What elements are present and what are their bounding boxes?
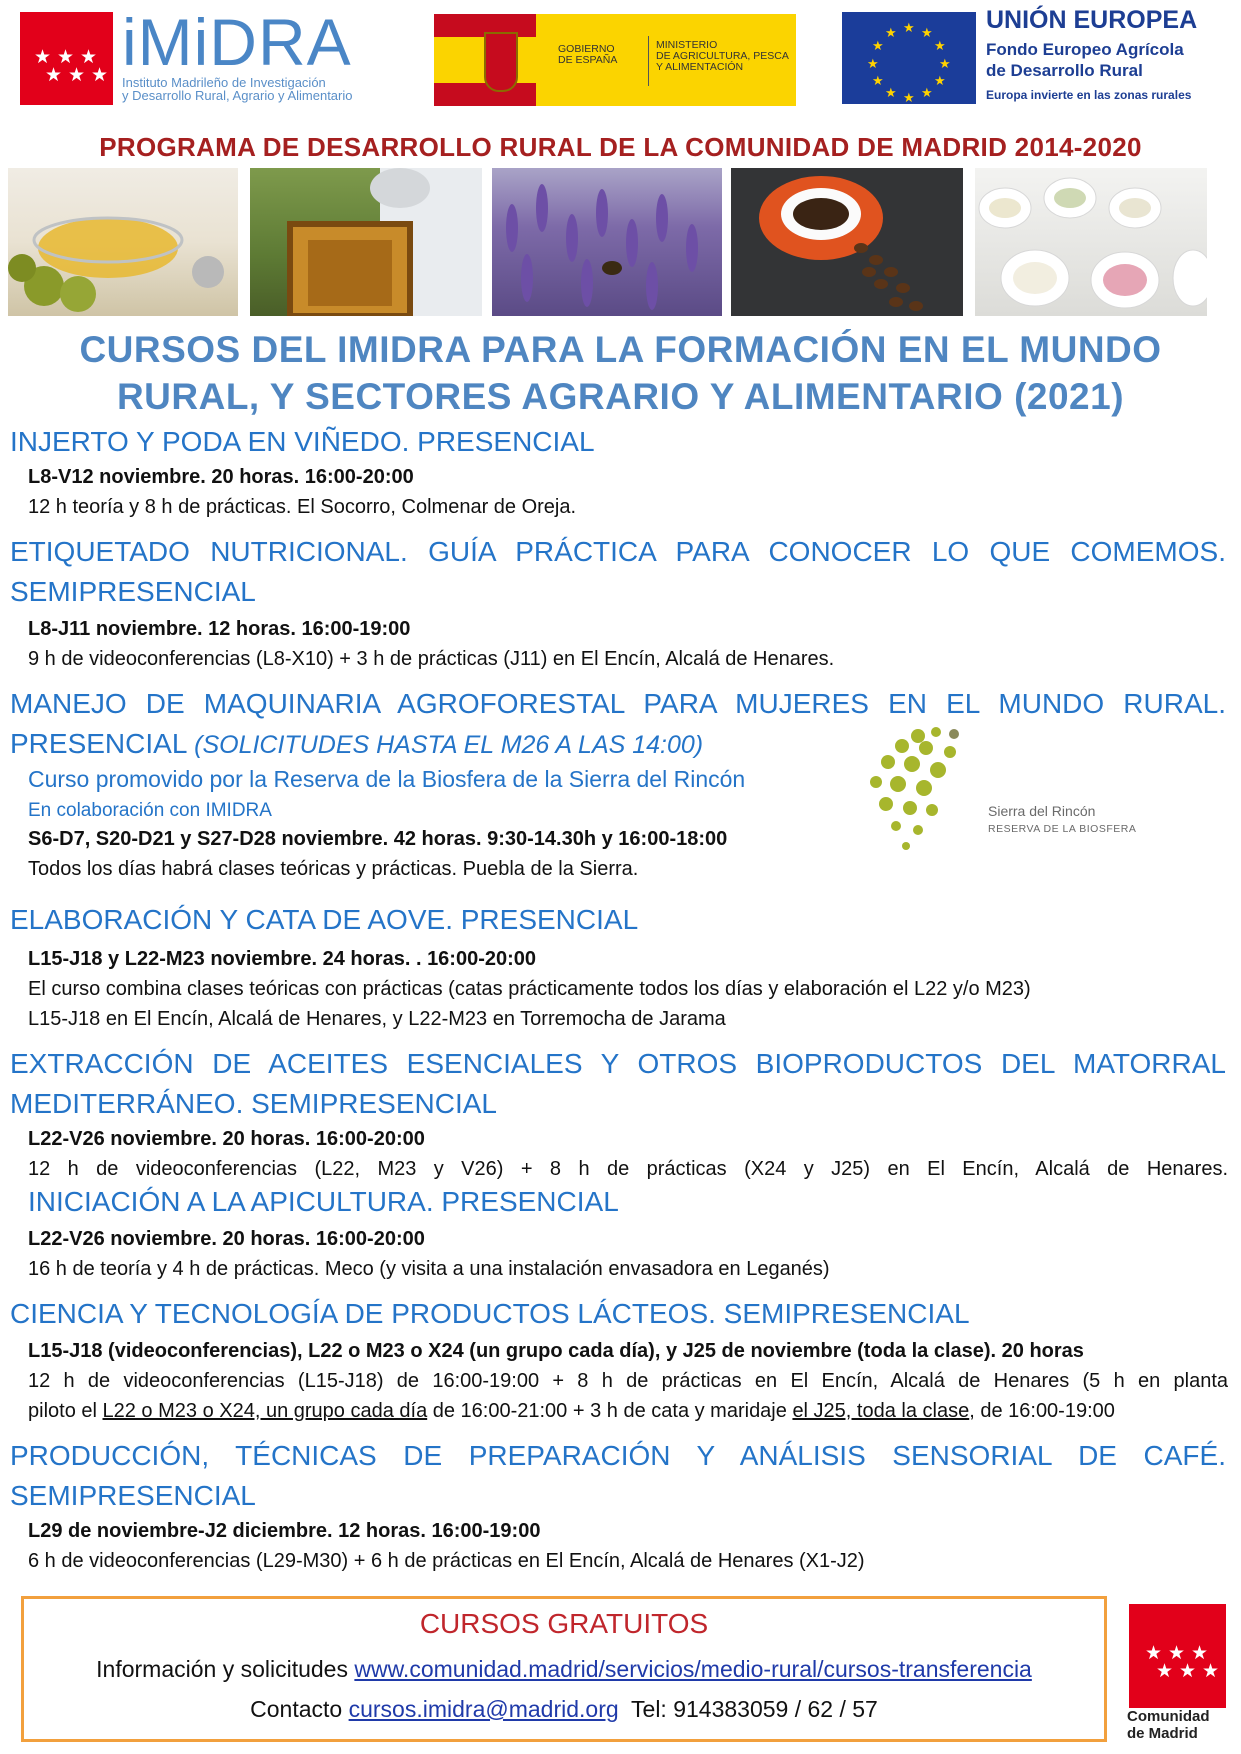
course-date-aceites: L22-V26 noviembre. 20 horas. 16:00-20:00 <box>28 1128 425 1150</box>
eu-title: UNIÓN EUROPEA <box>986 6 1198 34</box>
contact-email-link[interactable]: cursos.imidra@madrid.org <box>348 1696 619 1722</box>
course-date-etiquetado: L8-J11 noviembre. 12 horas. 16:00-19:00 <box>28 618 411 640</box>
sierra-del-rincon-logo-sub: RESERVA DE LA BIOSFERA <box>988 823 1137 835</box>
course-title-etiquetado-line1: ETIQUETADO NUTRICIONAL. GUÍA PRÁCTICA PARA CONOCER LO QUE COMEMOS. <box>10 536 1226 567</box>
course-title-aceites-line2: MEDITERRÁNEO. SEMIPRESENCIAL <box>10 1088 497 1119</box>
course-title-apicultura: INICIACIÓN A LA APICULTURA. PRESENCIAL <box>28 1186 619 1217</box>
course-title-aceites-line1: EXTRACCIÓN DE ACEITES ESENCIALES Y OTROS BIOPRODUCTOS DEL MATORRAL <box>10 1048 1226 1079</box>
gobierno-espana-logo <box>434 14 796 106</box>
course-desc-maquinaria: Todos los días habrá clases teóricas y prácticas. Puebla de la Sierra. <box>28 858 639 880</box>
spain-flag-icon <box>434 14 536 106</box>
maquinaria-deadline-note: (SOLICITUDES HASTA EL M26 A LAS 14:00) <box>194 731 704 759</box>
beekeeper-photo <box>250 168 482 316</box>
course-desc-aove-1: El curso combina clases teóricas con prácticas (catas prácticamente todos los días y elaboración el L22 y/o M23) <box>28 978 1031 1000</box>
course-desc-injerto: 12 h teoría y 8 h de prácticas. El Socorro, Colmenar de Oreja. <box>28 496 577 518</box>
course-desc-lacteos-1: 12 h de videoconferencias (L15-J18) de 16:00-19:00 + 8 h de prácticas en El Encín, Alcalá de Henares (5 h en planta <box>28 1370 1228 1392</box>
main-title-line2: RURAL, Y SECTORES AGRARIO Y ALIMENTARIO (2021) <box>116 376 1125 417</box>
maquinaria-promo: Curso promovido por la Reserva de la Biosfera de la Sierra del Rincón <box>28 766 746 792</box>
comunidad-madrid-footer-logo: ★ ★ ★ ★ ★ ★ <box>1129 1604 1226 1708</box>
course-desc-apicultura: 16 h de teoría y 4 h de prácticas. Meco (y visita a una instalación envasadora en Leganés) <box>28 1258 830 1280</box>
eu-flag-logo: ★ ★ ★ ★ ★ ★ ★ ★ ★ ★ ★ ★ <box>842 12 976 104</box>
main-title-line1: CURSOS DEL IMIDRA PARA LA FORMACIÓN EN EL MUNDO <box>79 329 1162 370</box>
course-desc-aove-2: L15-J18 en El Encín, Alcalá de Henares, y L22-M23 en Torremocha de Jarama <box>28 1008 726 1030</box>
imidra-subtitle-line1: Instituto Madrileño de Investigación <box>122 75 326 90</box>
course-title-aove: ELABORACIÓN Y CATA DE AOVE. PRESENCIAL <box>10 904 639 935</box>
course-date-lacteos: L15-J18 (videoconferencias), L22 o M23 o X24 (un grupo cada día), y J25 de noviembre (toda la clase). 20 horas <box>28 1340 1084 1362</box>
course-desc-aceites: 12 h de videoconferencias (L22, M23 y V26) + 8 h de prácticas (X24 y J25) en El Encín, Alcalá de Henares. <box>28 1158 1228 1180</box>
imidra-subtitle-line2: y Desarrollo Rural, Agrario y Alimentario <box>122 88 353 103</box>
course-title-lacteos: CIENCIA Y TECNOLOGÍA DE PRODUCTOS LÁCTEOS. SEMIPRESENCIAL <box>10 1298 970 1329</box>
maquinaria-collab: En colaboración con IMIDRA <box>28 800 272 821</box>
course-date-cafe: L29 de noviembre-J2 diciembre. 12 horas. 16:00-19:00 <box>28 1520 541 1542</box>
course-desc-lacteos-2: piloto el L22 o M23 o X24, un grupo cada día de 16:00-21:00 + 3 h de cata y maridaje el J25, toda la clase, de 16:00-19:00 <box>28 1400 1115 1422</box>
contact-phone: Tel: 914383059 / 62 / 57 <box>618 1696 878 1722</box>
main-title <box>0 326 1241 420</box>
course-title-etiquetado-line2: SEMIPRESENCIAL <box>10 576 256 607</box>
course-title-cafe-line1: PRODUCCIÓN, TÉCNICAS DE PREPARACIÓN Y ANÁLISIS SENSORIAL DE CAFÉ. <box>10 1440 1226 1471</box>
coffee-photo <box>731 168 963 316</box>
contact-label: Contacto <box>250 1696 349 1722</box>
programa-heading: PROGRAMA DE DESARROLLO RURAL DE LA COMUNIDAD DE MADRID 2014-2020 <box>99 132 1142 162</box>
olive-oil-photo <box>8 168 238 316</box>
sierra-del-rincon-logo-name: Sierra del Rincón <box>988 803 1096 819</box>
imidra-logo-text: iMiDRA <box>122 5 352 79</box>
eu-slogan: Europa invierte en las zonas rurales <box>986 88 1192 102</box>
course-date-apicultura: L22-V26 noviembre. 20 horas. 16:00-20:00 <box>28 1228 425 1250</box>
sierra-del-rincon-logo-icon <box>866 722 986 852</box>
ministerio-text: MINISTERIO DE AGRICULTURA, PESCA Y ALIMENTACIÓN <box>656 39 789 73</box>
comunidad-madrid-flag-logo: ★ ★ ★ ★ ★ ★ <box>20 12 113 105</box>
eu-fund-line1: Fondo Europeo Agrícola <box>986 40 1184 59</box>
cursos-gratuitos-heading: CURSOS GRATUITOS <box>419 1608 709 1639</box>
eu-fund-line2: de Desarrollo Rural <box>986 61 1143 80</box>
dairy-products-photo <box>975 168 1207 316</box>
coat-of-arms-icon <box>484 32 518 92</box>
info-label: Información y solicitudes <box>96 1656 355 1682</box>
lavender-photo <box>492 168 722 316</box>
lacteos-group-days: L22 o M23 o X24, un grupo cada día <box>102 1400 428 1422</box>
course-desc-cafe: 6 h de videoconferencias (L29-M30) + 6 h de prácticas en El Encín, Alcalá de Henares (X1-J2) <box>28 1550 865 1572</box>
course-title-cafe-line2: SEMIPRESENCIAL <box>10 1480 256 1511</box>
footer-info-line <box>21 1656 1107 1683</box>
course-date-injerto: L8-V12 noviembre. 20 horas. 16:00-20:00 <box>28 466 414 488</box>
course-desc-etiquetado: 9 h de videoconferencias (L8-X10) + 3 h de prácticas (J11) en El Encín, Alcalá de Henares. <box>28 648 835 670</box>
comunidad-madrid-label: Comunidad de Madrid <box>1127 1708 1210 1742</box>
course-title-maquinaria-line1: MANEJO DE MAQUINARIA AGROFORESTAL PARA MUJERES EN EL MUNDO RURAL. <box>10 688 1226 719</box>
footer-contact-line <box>21 1696 1107 1723</box>
course-title-injerto: INJERTO Y PODA EN VIÑEDO. PRESENCIAL <box>10 426 595 457</box>
course-title-maquinaria-line2 <box>10 728 703 760</box>
gobierno-text: GOBIERNO DE ESPAÑA <box>558 43 618 66</box>
info-link[interactable]: www.comunidad.madrid/servicios/medio-rural/cursos-transferencia <box>354 1656 1032 1682</box>
imidra-subtitle <box>122 76 402 102</box>
course-date-maquinaria: S6-D7, S20-D21 y S27-D28 noviembre. 42 horas. 9:30-14.30h y 16:00-18:00 <box>28 828 728 850</box>
course-date-aove: L15-J18 y L22-M23 noviembre. 24 horas. . 16:00-20:00 <box>28 948 537 970</box>
maquinaria-mode: PRESENCIAL <box>10 728 187 759</box>
lacteos-whole-class: el J25, toda la clase <box>792 1400 970 1422</box>
